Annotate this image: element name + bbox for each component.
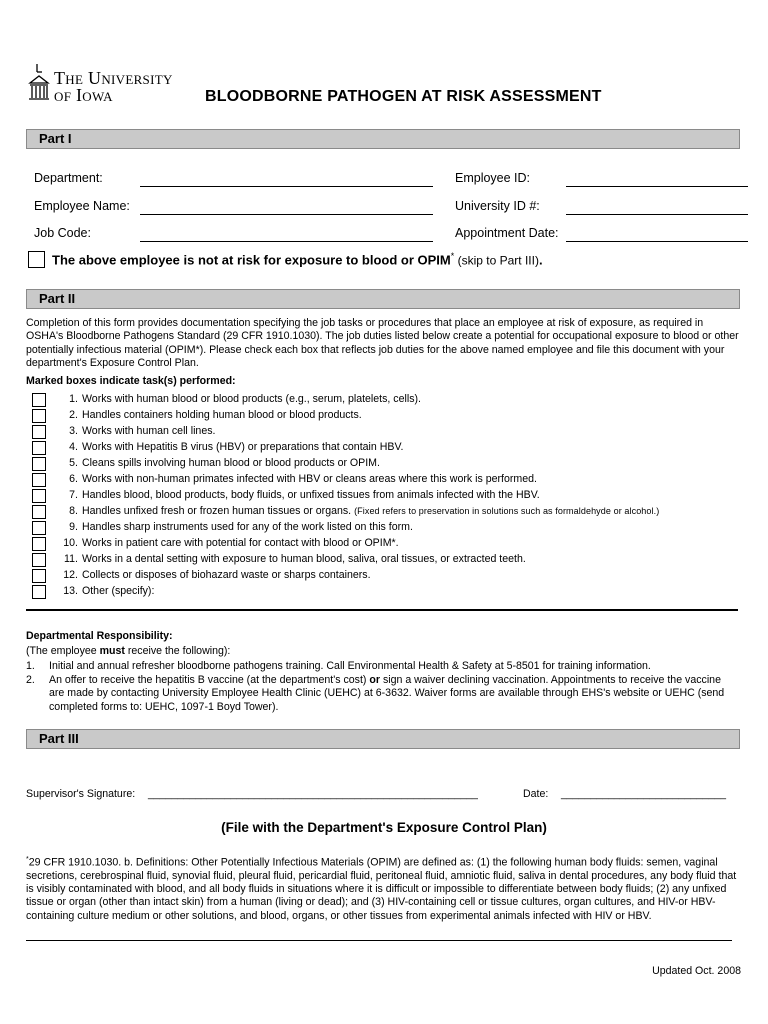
task-label: Handles containers holding human blood or blood products. bbox=[82, 409, 362, 421]
date-field[interactable]: ____________________________ bbox=[561, 788, 726, 800]
task-label: Collects or disposes of biohazard waste or sharps containers. bbox=[82, 569, 371, 581]
task-checkbox[interactable] bbox=[32, 489, 46, 503]
task-checkbox[interactable] bbox=[32, 425, 46, 439]
task-number: 9. bbox=[69, 521, 78, 533]
task-text bbox=[82, 505, 659, 517]
task-label: Works with human blood or blood products (e.g., serum, platelets, cells). bbox=[82, 393, 421, 405]
task-text bbox=[82, 457, 380, 469]
date-label: Date: bbox=[523, 788, 549, 800]
logo-line-2: of Iowa bbox=[54, 85, 113, 105]
responsibility-item-2-bold: or bbox=[369, 674, 380, 686]
job-code-label: Job Code: bbox=[34, 226, 91, 240]
dr-sub-pre: (The employee bbox=[26, 645, 100, 657]
responsibility-item-1-text: Initial and annual refresher bloodborne pathogens training. Call Environmental Health & Safety at 5-8501 for training information. bbox=[49, 660, 651, 672]
task-checkbox[interactable] bbox=[32, 393, 46, 407]
not-at-risk-checkbox[interactable] bbox=[28, 251, 45, 268]
appointment-date-field[interactable] bbox=[566, 241, 748, 242]
task-label: Handles blood, blood products, body fluids, or unfixed tissues from animals infected with the HBV. bbox=[82, 489, 540, 501]
task-row bbox=[32, 440, 732, 456]
file-with-instruction: (File with the Department's Exposure Control Plan) bbox=[221, 820, 547, 835]
task-label: Works in patient care with potential for contact with blood or OPIM*. bbox=[82, 537, 399, 549]
task-label: Works with human cell lines. bbox=[82, 425, 216, 437]
task-text bbox=[82, 585, 154, 597]
opim-footnote bbox=[26, 853, 742, 923]
not-at-risk-text: The above employee is not at risk for exposure to blood or OPIM bbox=[52, 252, 451, 268]
task-row bbox=[32, 424, 732, 440]
task-number: 13. bbox=[63, 585, 78, 597]
task-row bbox=[32, 504, 732, 520]
task-number: 5. bbox=[69, 457, 78, 469]
task-row bbox=[32, 536, 732, 552]
footnote-asterisk: * bbox=[26, 856, 29, 863]
task-text bbox=[82, 489, 540, 501]
footnote-text: 29 CFR 1910.1030. b. Definitions: Other Potentially Infectious Materials (OPIM) are defined as: (1) the following human body fluids: semen, vaginal secretions, cerebrospinal fluid, synovial fluid, pleural fluid, pericardial fluid, peritoneal fluid, amniotic fluid, saliva in dental procedures, any body fluid that is visibly contaminated with blood, and all body fluids in situations where it is difficult or impossible to differentiate between body fluids; (2) any unfixed tissue or organ (other than intact skin) from a human (living or dead); and (3) HIV-containing cell or tissue cultures, organ cultures, and HIV-or HBV-containing culture medium or other solutions, and blood, organs, or other tissues from experimental animals infected with HIV or HBV. bbox=[26, 856, 737, 922]
task-row bbox=[32, 472, 732, 488]
section-bar-part-1: Part I bbox=[26, 129, 740, 149]
page-title: BLOODBORNE PATHOGEN AT RISK ASSESSMENT bbox=[205, 88, 602, 105]
task-label: Other (specify): bbox=[82, 585, 155, 597]
section-divider bbox=[26, 609, 738, 611]
task-label: Works in a dental setting with exposure to human blood, saliva, oral tissues, or extracted teeth. bbox=[82, 553, 526, 565]
task-checkbox[interactable] bbox=[32, 521, 46, 535]
task-number: 4. bbox=[69, 441, 78, 453]
task-checkbox[interactable] bbox=[32, 473, 46, 487]
task-text bbox=[82, 441, 403, 453]
not-at-risk-period: . bbox=[538, 252, 543, 268]
task-text bbox=[82, 393, 421, 405]
task-row bbox=[32, 456, 732, 472]
task-number: 2. bbox=[69, 409, 78, 421]
footer-divider bbox=[26, 940, 732, 941]
task-row bbox=[32, 584, 732, 600]
task-checkbox[interactable] bbox=[32, 457, 46, 471]
responsibility-item-2-post: sign a waiver declining vaccination. Appointments to receive the vaccine are made by contacting University Employee Health Clinic (UEHC) at 6-3632. Waiver forms are available through EHS's website or UEHC (send completed forms to: UEHC, 1097-1 Boyd Tower). bbox=[49, 674, 725, 713]
responsibility-item-2 bbox=[26, 674, 740, 716]
skip-to-part-3: (skip to Part III) bbox=[454, 253, 539, 268]
task-number: 10. bbox=[63, 537, 78, 549]
task-text bbox=[82, 425, 215, 437]
responsibility-item-2-text bbox=[49, 674, 739, 714]
job-code-field[interactable] bbox=[140, 241, 433, 242]
task-number: 8. bbox=[69, 505, 78, 517]
task-text bbox=[82, 473, 537, 485]
responsibility-item-1 bbox=[26, 660, 740, 674]
task-number: 1. bbox=[69, 393, 78, 405]
updated-date: Updated Oct. 2008 bbox=[652, 965, 741, 977]
dr-sub-bold: must bbox=[99, 645, 125, 657]
university-id-label: University ID #: bbox=[455, 199, 540, 213]
task-row bbox=[32, 568, 732, 584]
task-text bbox=[82, 553, 526, 565]
marked-boxes-heading: Marked boxes indicate task(s) performed: bbox=[26, 375, 236, 387]
task-checkbox[interactable] bbox=[32, 585, 46, 599]
logo-line-1: The University bbox=[54, 68, 173, 88]
employee-id-label: Employee ID: bbox=[455, 171, 531, 185]
task-checkbox[interactable] bbox=[32, 553, 46, 567]
responsibility-item-2-num: 2. bbox=[26, 674, 35, 686]
task-number: 6. bbox=[69, 473, 78, 485]
task-text bbox=[82, 409, 362, 421]
responsibility-item-2-pre: An offer to receive the hepatitis B vaccine (at the department's cost) bbox=[49, 674, 370, 686]
supervisor-signature-field[interactable]: ________________________________________________________ bbox=[148, 788, 478, 800]
task-number: 11. bbox=[64, 553, 78, 565]
not-at-risk-statement bbox=[52, 251, 543, 267]
task-row bbox=[32, 552, 732, 568]
task-text bbox=[82, 569, 371, 581]
task-label: Works with Hepatitis B virus (HBV) or preparations that contain HBV. bbox=[82, 441, 404, 453]
task-number: 3. bbox=[69, 425, 78, 437]
section-bar-part-2: Part II bbox=[26, 289, 740, 309]
task-label: Handles sharp instruments used for any of the work listed on this form. bbox=[82, 521, 413, 533]
not-at-risk-asterisk: * bbox=[450, 251, 455, 261]
task-label: Cleans spills involving human blood or blood products or OPIM. bbox=[82, 457, 380, 469]
task-row bbox=[32, 408, 732, 424]
university-logo-text bbox=[54, 70, 173, 104]
task-checkbox[interactable] bbox=[32, 537, 46, 551]
department-label: Department: bbox=[34, 171, 103, 185]
task-text bbox=[82, 521, 413, 533]
departmental-responsibility-heading: Departmental Responsibility: bbox=[26, 630, 173, 642]
task-text bbox=[82, 537, 399, 549]
section-bar-part-3: Part III bbox=[26, 729, 740, 749]
task-row bbox=[32, 520, 732, 536]
task-number: 12. bbox=[63, 569, 78, 581]
employee-name-field[interactable] bbox=[140, 214, 433, 215]
task-note: (Fixed refers to preservation in solutions such as formaldehyde or alcohol.) bbox=[354, 506, 660, 516]
department-field[interactable] bbox=[140, 186, 433, 187]
task-checkbox[interactable] bbox=[32, 409, 46, 423]
departmental-responsibility-sub bbox=[26, 645, 230, 657]
task-checkbox[interactable] bbox=[32, 441, 46, 455]
task-label: Handles unfixed fresh or frozen human tissues or organs. bbox=[82, 505, 355, 517]
appointment-date-label: Appointment Date: bbox=[455, 226, 559, 240]
dr-sub-post: receive the following): bbox=[124, 645, 231, 657]
supervisor-signature-label: Supervisor's Signature: bbox=[26, 788, 136, 800]
part-2-intro: Completion of this form provides documentation specifying the job tasks or procedures that place an employee at risk of exposure, as required in OSHA's Bloodborne Pathogens Standard (29 CFR 1910.1030). The job duties listed below create a potential for occupational exposure to blood or other potentially infectious material (OPIM*). Please check each box that reflects job duties for the above named employee and file this document with your department's Exposure Control Plan. bbox=[26, 317, 739, 369]
employee-name-label: Employee Name: bbox=[34, 199, 130, 213]
task-row bbox=[32, 392, 732, 408]
university-id-field[interactable] bbox=[566, 214, 748, 215]
task-checkbox[interactable] bbox=[32, 505, 46, 519]
task-checkbox[interactable] bbox=[32, 569, 46, 583]
task-number: 7. bbox=[69, 489, 78, 501]
task-label: Works with non-human primates infected with HBV or cleans areas where this work is performed. bbox=[82, 473, 537, 485]
employee-id-field[interactable] bbox=[566, 186, 748, 187]
task-row bbox=[32, 488, 732, 504]
responsibility-item-1-num: 1. bbox=[26, 660, 35, 672]
